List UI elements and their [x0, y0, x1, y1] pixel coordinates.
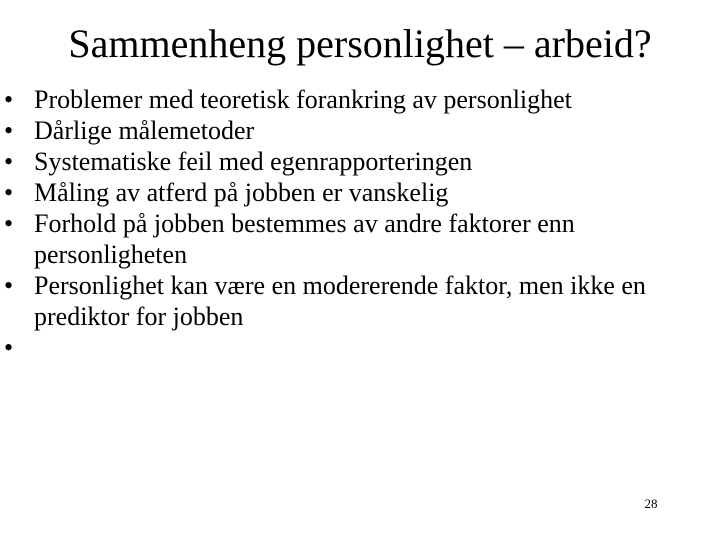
bullet-marker: •	[4, 116, 14, 145]
bullet-item	[0, 177, 704, 208]
bullet-item	[0, 270, 699, 332]
bullet-marker: •	[4, 85, 14, 114]
bullet-marker: •	[4, 333, 14, 362]
bullet-item	[0, 208, 699, 270]
bullet-text: Systematiske feil med egenrapporteringen	[34, 147, 473, 176]
bullet-item	[0, 84, 704, 115]
bullet-text: Dårlige målemetoder	[34, 116, 255, 145]
bullet-marker: •	[4, 209, 14, 238]
bullet-marker: •	[4, 178, 14, 207]
bullet-text: Problemer med teoretisk forankring av personlighet	[34, 85, 572, 114]
bullet-text: Personlighet kan være en modererende faktor, men ikke en prediktor for jobben	[34, 271, 646, 331]
bullet-item	[0, 115, 704, 146]
bullet-marker: •	[4, 271, 14, 300]
bullet-text: Forhold på jobben bestemmes av andre faktorer enn personligheten	[34, 209, 575, 269]
bullet-text: Måling av atferd på jobben er vanskelig	[34, 178, 449, 207]
page-number: 28	[644, 496, 658, 511]
slide-title: Sammenheng personlighet – arbeid?	[68, 21, 652, 66]
bullet-marker: •	[4, 147, 14, 176]
bullet-item	[0, 146, 704, 177]
